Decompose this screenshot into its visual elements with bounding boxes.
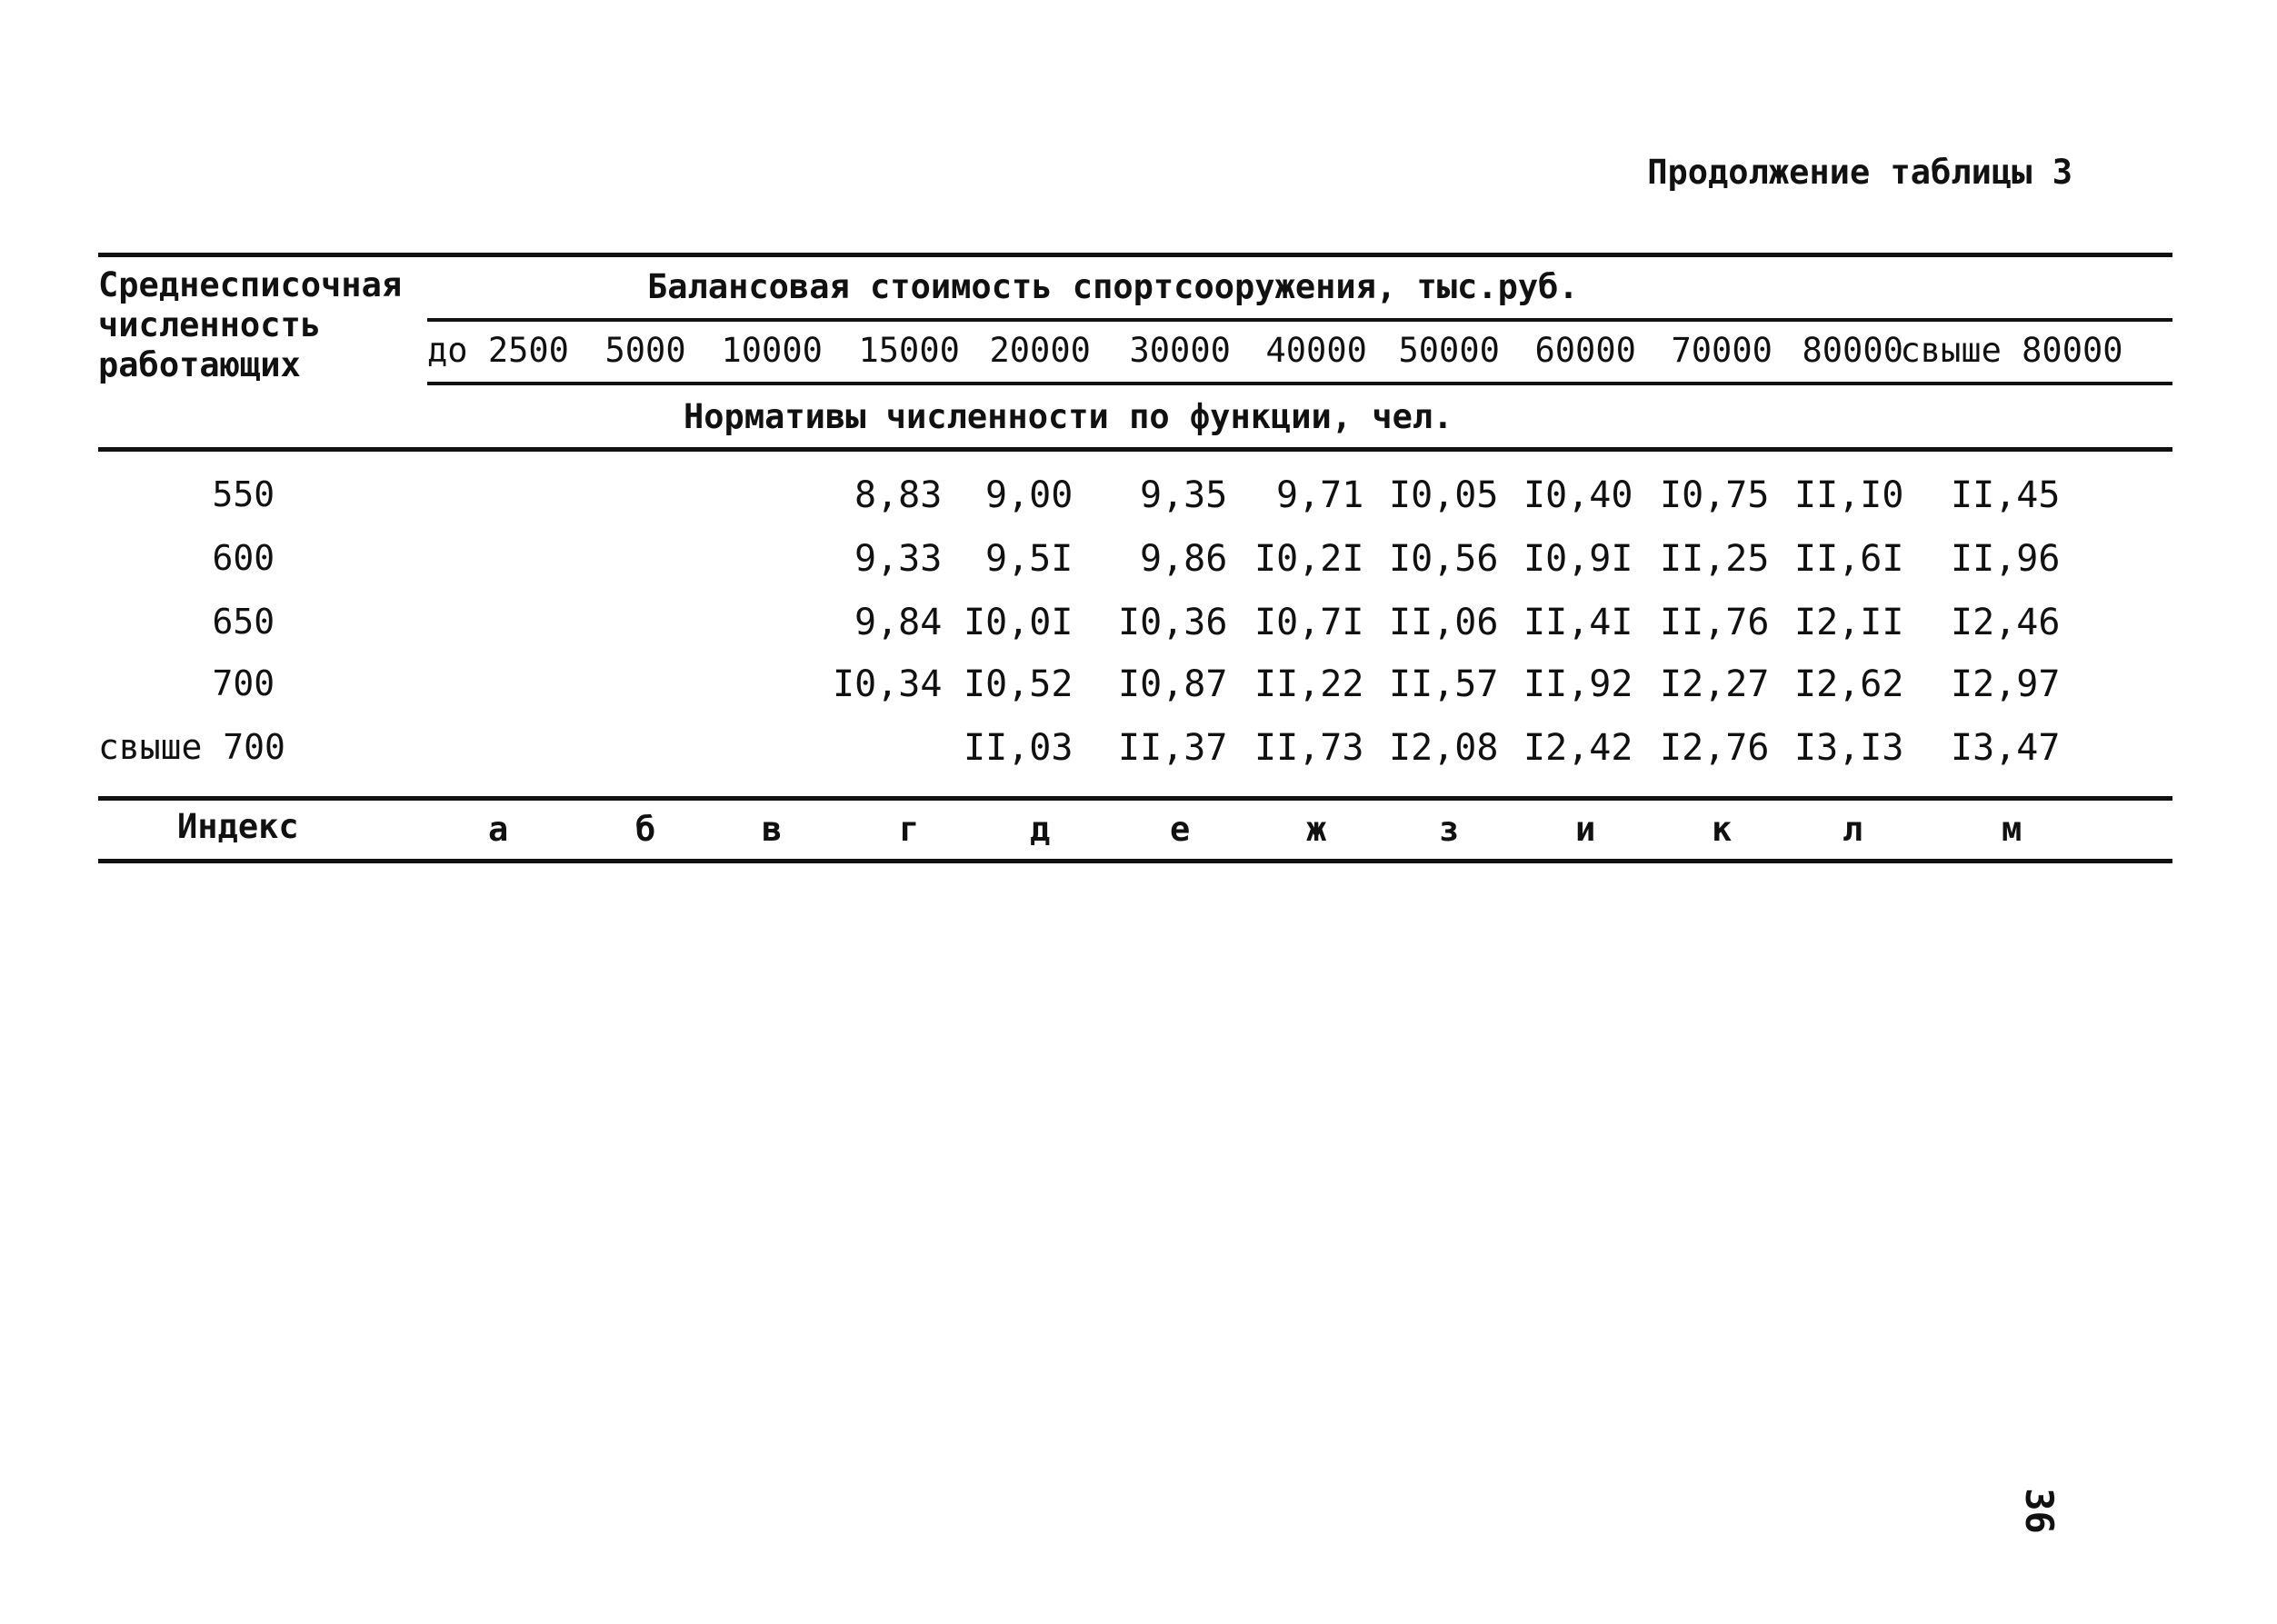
table-cell: I2,97 xyxy=(1951,663,2061,705)
page-number: 36 xyxy=(2016,1488,2062,1534)
table-top-rule xyxy=(98,253,2172,257)
column-header: 50000 xyxy=(1398,331,1500,370)
index-letter: з xyxy=(1439,810,1460,849)
table-cell: I2,46 xyxy=(1951,602,2061,643)
row-header-line-1: Среднесписочная xyxy=(98,265,403,304)
column-header-rule xyxy=(427,382,2172,385)
column-header: 30000 xyxy=(1129,331,1231,370)
table-cell: I2,08 xyxy=(1389,727,1499,769)
index-top-rule xyxy=(98,796,2172,801)
column-header: 80000 xyxy=(1802,331,1903,370)
table-cell: II,37 xyxy=(1118,727,1228,769)
table-bottom-rule xyxy=(98,859,2172,863)
table-cell: II,4I xyxy=(1523,602,1633,643)
table-cell: I0,75 xyxy=(1660,474,1770,516)
table-cell: I0,05 xyxy=(1389,474,1499,516)
table-cell: 9,86 xyxy=(1140,538,1228,580)
table-cell: I0,0I xyxy=(964,602,1074,643)
table-cell: II,57 xyxy=(1389,663,1499,705)
table-cell: II,76 xyxy=(1660,602,1770,643)
row-label: 700 xyxy=(212,663,275,703)
index-letter: и xyxy=(1575,810,1596,849)
table-cell: I0,9I xyxy=(1523,538,1633,580)
table-cell: I0,56 xyxy=(1389,538,1499,580)
table-cell: I3,47 xyxy=(1951,727,2061,769)
index-letter: б xyxy=(635,810,656,849)
table-cell: II,45 xyxy=(1951,474,2061,516)
row-header-line-3: работающих xyxy=(98,345,301,384)
row-header xyxy=(98,265,402,385)
index-letter: в xyxy=(762,810,783,849)
column-header: 15000 xyxy=(858,331,960,370)
column-header: 20000 xyxy=(989,331,1091,370)
row-label: 550 xyxy=(212,474,275,514)
table-cell: I2,62 xyxy=(1794,663,1904,705)
table-cell: II,25 xyxy=(1660,538,1770,580)
table-cell: I0,34 xyxy=(833,663,943,705)
index-letter: м xyxy=(2002,810,2022,849)
table-cell: 9,00 xyxy=(985,474,1074,516)
subheader-rule xyxy=(98,447,2172,452)
column-header: до 2500 xyxy=(427,331,569,370)
table-cell: II,I0 xyxy=(1794,474,1904,516)
column-header: 60000 xyxy=(1534,331,1636,370)
row-label: 600 xyxy=(212,538,275,578)
table-cell: II,96 xyxy=(1951,538,2061,580)
continuation-title: Продолжение таблицы 3 xyxy=(1647,153,2072,192)
row-header-line-2: численность xyxy=(98,305,322,344)
row-label: 650 xyxy=(212,602,275,642)
table-cell: 8,83 xyxy=(854,474,943,516)
table-cell: I0,87 xyxy=(1118,663,1228,705)
row-label: свыше 700 xyxy=(98,727,285,767)
index-letter: ж xyxy=(1306,810,1327,849)
column-header: 40000 xyxy=(1265,331,1367,370)
column-header: свыше 80000 xyxy=(1900,331,2123,370)
table-cell: II,73 xyxy=(1254,727,1364,769)
index-letter: к xyxy=(1712,810,1733,849)
group-header: Балансовая стоимость спортсооружения, тыс.руб. xyxy=(647,267,1579,306)
table-cell: 9,71 xyxy=(1276,474,1364,516)
table-cell: II,92 xyxy=(1523,663,1633,705)
table-cell: I2,76 xyxy=(1660,727,1770,769)
index-letter: д xyxy=(1030,810,1051,849)
table-cell: II,6I xyxy=(1794,538,1904,580)
column-header: 5000 xyxy=(604,331,686,370)
table-cell: 9,84 xyxy=(854,602,943,643)
table-cell: I0,40 xyxy=(1523,474,1633,516)
subheader: Нормативы численности по функции, чел. xyxy=(684,397,1453,436)
table-cell: I0,52 xyxy=(964,663,1074,705)
table-cell: 9,33 xyxy=(854,538,943,580)
index-letter: г xyxy=(899,810,920,849)
table-cell: I0,2I xyxy=(1254,538,1364,580)
table-cell: I2,II xyxy=(1794,602,1904,643)
table-cell: II,06 xyxy=(1389,602,1499,643)
table-cell: I0,7I xyxy=(1254,602,1364,643)
table-cell: II,22 xyxy=(1254,663,1364,705)
table-cell: I2,42 xyxy=(1523,727,1633,769)
group-header-rule xyxy=(427,318,2172,322)
index-letter: л xyxy=(1843,810,1863,849)
index-label: Индекс xyxy=(177,807,299,846)
index-letter: а xyxy=(488,810,509,849)
column-header: 10000 xyxy=(721,331,823,370)
table-cell: I3,I3 xyxy=(1794,727,1904,769)
table-cell: II,03 xyxy=(964,727,1074,769)
table-cell: I2,27 xyxy=(1660,663,1770,705)
table-cell: I0,36 xyxy=(1118,602,1228,643)
column-header: 70000 xyxy=(1671,331,1773,370)
table-cell: 9,35 xyxy=(1140,474,1228,516)
index-letter: е xyxy=(1170,810,1191,849)
table-cell: 9,5I xyxy=(985,538,1074,580)
